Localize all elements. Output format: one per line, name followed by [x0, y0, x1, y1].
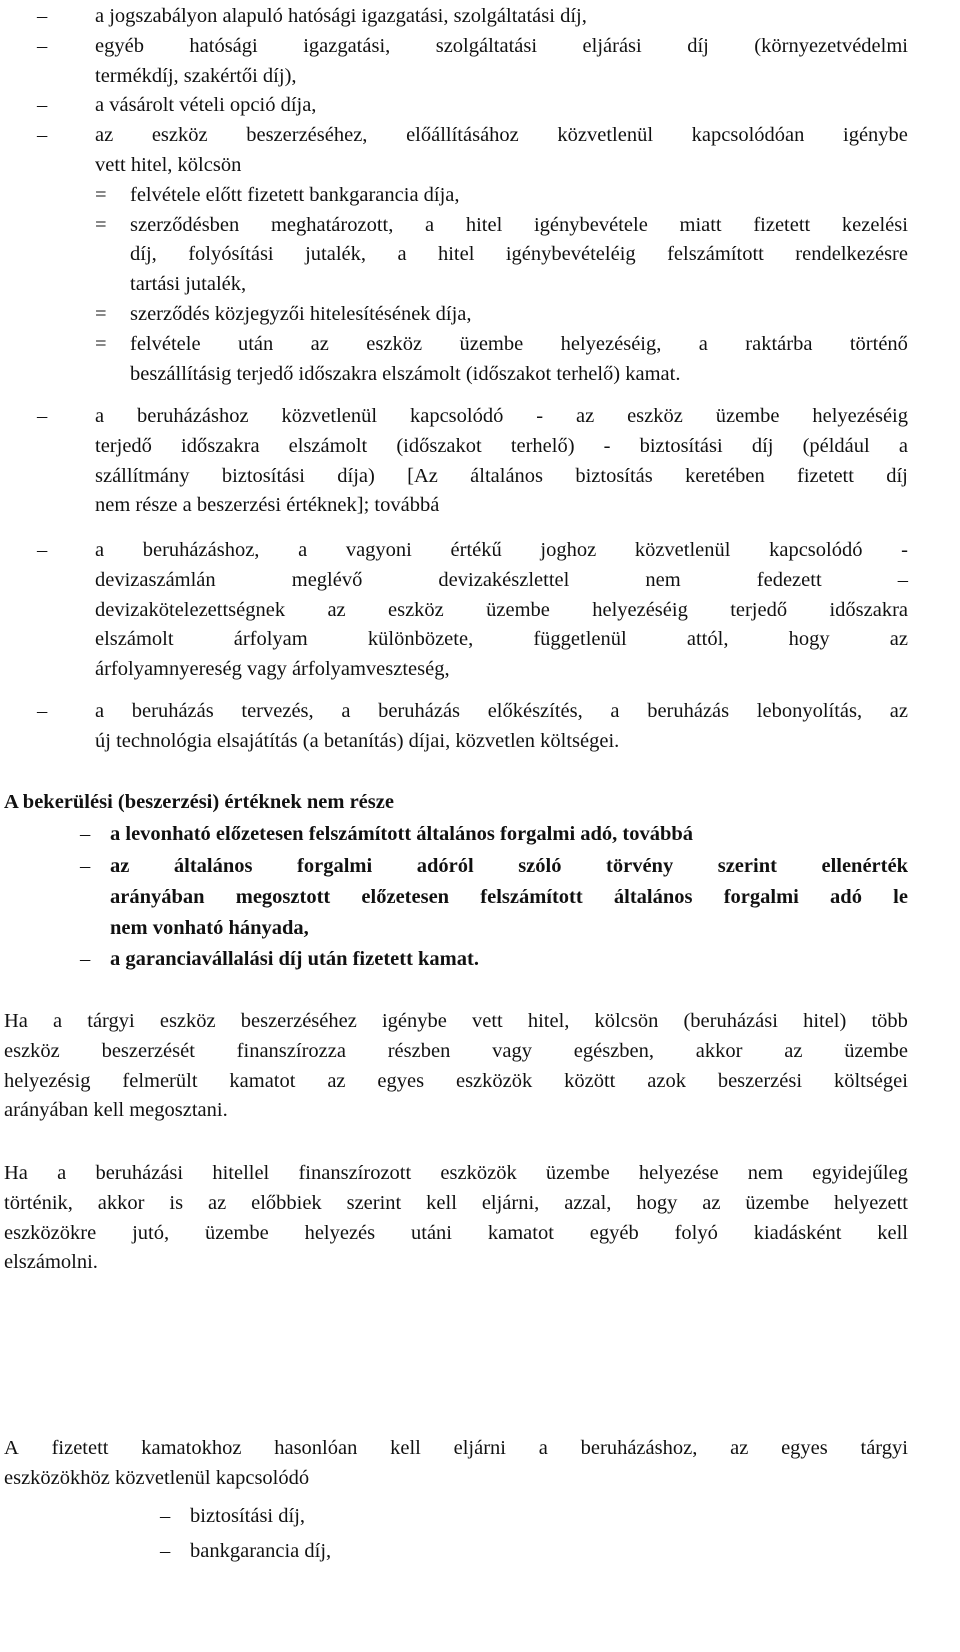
word: a	[95, 700, 105, 722]
word: meglévő	[291, 568, 363, 591]
word: [Az	[407, 464, 438, 487]
word: kiadásként	[753, 1221, 842, 1244]
bold-item-line	[110, 852, 908, 880]
section-heading: A bekerülési (beszerzési) értéknek nem része	[4, 791, 394, 813]
word: szállítmány	[95, 464, 190, 487]
word: elszámolt	[95, 628, 174, 651]
word: szóló	[518, 855, 562, 877]
word: általános	[613, 886, 693, 908]
word: eljárni	[453, 1437, 506, 1459]
word: díja)	[337, 464, 375, 487]
word: beszerzéséhez	[240, 1010, 357, 1032]
paragraph-line: elszámolni.	[4, 1251, 98, 1274]
word: azok	[647, 1069, 686, 1092]
word: fizetett	[753, 213, 811, 236]
word: finanszírozott	[298, 1162, 412, 1184]
list-item-line	[95, 432, 908, 460]
word: nem	[645, 568, 681, 591]
word: fizetett	[797, 464, 854, 487]
word: üzembe	[545, 1162, 610, 1184]
word: forgalmi	[723, 886, 799, 908]
word: az	[889, 700, 908, 722]
word: biztosítás	[575, 464, 653, 487]
word: a	[95, 405, 105, 427]
word: szerződésben	[130, 213, 240, 236]
word: beszerzéséhez,	[246, 124, 368, 147]
word: terjedő	[730, 598, 788, 621]
word: megosztott	[235, 886, 331, 908]
word: eszköz	[159, 1010, 216, 1032]
word: utáni	[411, 1221, 452, 1244]
word: beruházás	[378, 700, 461, 722]
word: A	[4, 1437, 19, 1459]
word: igazgatási,	[303, 34, 391, 57]
word: beruházás	[647, 700, 730, 722]
dash-bullet: –	[37, 539, 48, 561]
word: Ha	[4, 1010, 28, 1032]
word: raktárba	[745, 332, 813, 355]
word: vett	[471, 1010, 503, 1032]
word: közvetlenül	[281, 405, 378, 427]
word: keretében	[685, 464, 765, 487]
word: akkor	[97, 1191, 145, 1214]
sub-item-line: szerződés közjegyzői hitelesítésének díja,	[130, 303, 472, 325]
word: eszközökre	[4, 1221, 97, 1244]
word: eszközök	[455, 1069, 533, 1092]
equals-bullet: =	[95, 303, 107, 325]
word: a	[610, 700, 620, 722]
word: eszköz	[4, 1039, 60, 1062]
word: üzembe	[745, 1191, 810, 1214]
word: folyósítási	[188, 243, 274, 266]
list-item-line	[95, 625, 908, 653]
word: függetlenül	[533, 628, 627, 651]
dash-bullet: –	[160, 1505, 171, 1527]
paragraph-line	[4, 1189, 908, 1217]
word: több	[871, 1010, 908, 1032]
word: arányában	[110, 886, 205, 908]
word: szerint	[717, 855, 777, 877]
word: jutalék,	[305, 243, 366, 266]
word: előállításához	[406, 124, 519, 147]
word: üzembe	[715, 405, 780, 427]
dash-bullet: –	[80, 948, 91, 970]
sub-item-line: tartási jutalék,	[130, 273, 247, 296]
list-item-line: a jogszabályon alapuló hatósági igazgatási, szolgáltatási díj,	[95, 5, 587, 27]
word: finanszírozza	[236, 1039, 346, 1062]
word: vagyoni	[345, 539, 412, 561]
word: terjedő	[95, 434, 152, 457]
word: üzembe	[844, 1039, 908, 1062]
bold-item-line: a garanciavállalási díj után fizetett kamat.	[110, 948, 479, 970]
paragraph-line	[4, 1434, 908, 1462]
paragraph-line	[4, 1037, 908, 1065]
word: hitel,	[527, 1010, 570, 1032]
word: felszámított	[667, 243, 764, 266]
word: beszerzését	[101, 1039, 195, 1062]
word: igénybevételéig	[505, 243, 636, 266]
word: Ha	[4, 1162, 28, 1184]
word: a	[341, 700, 351, 722]
word: rendelkezésre	[795, 243, 908, 266]
equals-bullet: =	[95, 213, 107, 236]
word: folyó	[674, 1221, 718, 1244]
word: fedezett	[756, 568, 822, 591]
dash-bullet: –	[37, 5, 48, 27]
word: a	[298, 539, 308, 561]
word: igénybe	[843, 124, 908, 147]
list-item-line: új technológia elsajátítás (a betanítás) díjai, közvetlen költségei.	[95, 729, 620, 752]
word: helyezéséig,	[560, 332, 662, 355]
word: kamatot	[487, 1221, 554, 1244]
word: a	[898, 434, 908, 457]
word: kapcsolódóan	[691, 124, 805, 147]
word: beruházáshoz,	[580, 1437, 698, 1459]
word: vagy	[492, 1039, 532, 1062]
word: kamatot	[229, 1069, 296, 1092]
word: devizaszámlán	[95, 568, 216, 591]
sub-item-line	[130, 240, 908, 268]
word: tárgyi	[860, 1437, 908, 1459]
word: is	[169, 1191, 184, 1214]
word: –	[897, 568, 908, 591]
dash-bullet: –	[37, 34, 48, 57]
bold-item-line: a levonható előzetesen felszámított általános forgalmi adó, továbbá	[110, 823, 694, 845]
word: forgalmi	[297, 855, 373, 877]
word: devizakészlettel	[438, 568, 570, 591]
word: költségei	[833, 1069, 908, 1092]
dash-bullet: –	[37, 405, 48, 427]
word: a	[53, 1010, 63, 1032]
word: helyezése	[638, 1162, 719, 1184]
word: a	[397, 243, 407, 266]
list-item-line	[95, 596, 908, 624]
word: a	[538, 1437, 548, 1459]
word: kell	[426, 1191, 457, 1214]
word: díj	[886, 464, 908, 487]
paragraph-line	[4, 1007, 908, 1035]
word: adóról	[416, 855, 474, 877]
word: egyidejűleg	[812, 1162, 908, 1184]
word: a	[95, 539, 105, 561]
word: hitel	[465, 213, 503, 236]
word: szolgáltatási	[435, 34, 538, 57]
word: beruházáshoz	[137, 405, 249, 427]
dash-bullet: –	[37, 94, 48, 117]
list-item-line: termékdíj, szakértői díj),	[95, 64, 297, 87]
word: eszköz	[388, 598, 444, 621]
word: hatósági	[189, 34, 258, 57]
word: kezelési	[841, 213, 908, 236]
word: a	[425, 213, 435, 236]
word: az	[327, 1069, 346, 1092]
word: helyezett	[834, 1191, 908, 1214]
word: helyezéséig	[592, 598, 688, 621]
word: felvétele	[130, 332, 201, 355]
word: attól,	[686, 628, 729, 651]
sub-item-line	[130, 211, 908, 239]
word: lebonyolítás,	[756, 700, 863, 722]
list-item-line	[95, 32, 908, 60]
word: előkészítés,	[487, 700, 583, 722]
word: hitellel	[212, 1162, 270, 1184]
dash-bullet: –	[160, 1540, 171, 1562]
word: -	[603, 434, 611, 457]
word: egészben,	[573, 1039, 655, 1062]
sub-item-line: beszállításig terjedő időszakra elszámolt (időszakot terhelő) kamat.	[130, 362, 681, 385]
dash-bullet: –	[80, 855, 91, 877]
word: kell	[877, 1221, 908, 1244]
word: egyes	[781, 1437, 828, 1459]
word: általános	[173, 855, 253, 877]
word: az	[702, 1191, 721, 1214]
word: különbözete,	[367, 628, 474, 651]
word: felmerült	[122, 1069, 198, 1092]
word: hitel)	[803, 1010, 847, 1032]
word: díj,	[130, 243, 157, 266]
word: (például	[802, 434, 870, 457]
word: üzembe	[486, 598, 550, 621]
word: felszámított	[480, 886, 583, 908]
word: díj	[751, 434, 774, 457]
list-item-line: a vásárolt vételi opció díja,	[95, 94, 317, 117]
word: előzetesen	[361, 886, 450, 908]
word: devizakötelezettségnek	[95, 598, 286, 621]
word: le	[893, 886, 908, 908]
list-item-line: árfolyamnyereség vagy árfolyamveszteség,	[95, 658, 450, 681]
word: egyes	[377, 1069, 425, 1092]
word: kamatokhoz	[141, 1437, 242, 1459]
word: díj	[687, 34, 709, 57]
bold-item-line: nem vonható hányada,	[110, 917, 309, 939]
word: eszközök	[440, 1162, 517, 1184]
word: történik,	[4, 1191, 73, 1214]
word: meghatározott,	[270, 213, 394, 236]
paragraph-line: arányában kell megosztani.	[4, 1099, 228, 1122]
paragraph-line	[4, 1219, 908, 1247]
word: beruházási	[95, 1162, 184, 1184]
word: előbbiek	[251, 1191, 322, 1214]
word: akkor	[695, 1039, 743, 1062]
word: az	[730, 1437, 749, 1459]
word: üzembe	[459, 332, 524, 355]
word: egyéb	[95, 34, 144, 57]
word: az	[310, 332, 329, 355]
sub-item-line: felvétele előtt fizetett bankgarancia díja,	[130, 183, 460, 206]
word: árfolyam	[233, 628, 308, 651]
word: igénybe	[381, 1010, 447, 1032]
list-item-line: vett hitel, kölcsön	[95, 154, 242, 176]
word: eszköz	[151, 124, 208, 147]
word: az	[575, 405, 595, 427]
word: eszköz	[627, 405, 683, 427]
paragraph-line	[4, 1159, 908, 1187]
word: történő	[849, 332, 908, 355]
word: -	[901, 539, 908, 561]
word: között	[564, 1069, 616, 1092]
word: igénybevétele	[533, 213, 648, 236]
word: hitel	[437, 243, 475, 266]
word: adó	[830, 886, 862, 908]
word: hogy	[636, 1191, 678, 1214]
word: elszámolt	[288, 434, 368, 457]
word: időszakra	[829, 598, 908, 621]
word: egyéb	[589, 1221, 639, 1244]
list-item-line	[95, 536, 908, 564]
word: az	[784, 1039, 803, 1062]
word: kell	[390, 1437, 421, 1459]
word: értékű	[450, 539, 502, 561]
word: helyezés	[304, 1221, 376, 1244]
word: (beruházási	[683, 1010, 778, 1032]
list-item-line	[95, 566, 908, 594]
word: részben	[387, 1039, 451, 1062]
word: miatt	[679, 213, 722, 236]
paragraph-line	[4, 1067, 908, 1095]
word: közvetlenül	[557, 124, 654, 147]
paragraph-line: eszközökhöz közvetlenül kapcsolódó	[4, 1466, 310, 1489]
word: közvetlenül	[634, 539, 731, 561]
word: biztosítási	[221, 464, 305, 487]
word: jutó,	[132, 1221, 170, 1244]
word: biztosítási	[639, 434, 723, 457]
word: után	[237, 332, 274, 355]
word: időszakra	[181, 434, 260, 457]
word: eszköz	[366, 332, 423, 355]
word: hasonlóan	[274, 1437, 358, 1459]
word: a	[57, 1162, 67, 1184]
list-item-line: bankgarancia díj,	[190, 1540, 332, 1562]
word: tárgyi	[87, 1010, 135, 1032]
word: helyezéséig	[812, 405, 908, 427]
dash-bullet: –	[37, 700, 48, 722]
word: beszerzési	[717, 1069, 803, 1092]
list-item-line	[95, 121, 908, 149]
word: az	[95, 124, 114, 147]
word: joghoz	[540, 539, 597, 561]
word: beruházáshoz,	[142, 539, 260, 561]
dash-bullet: –	[80, 823, 91, 845]
word: (időszakot	[396, 434, 482, 457]
equals-bullet: =	[95, 332, 107, 355]
word: tervezés,	[241, 700, 314, 722]
word: eljárási	[582, 34, 642, 57]
word: -	[536, 405, 544, 427]
word: hogy	[788, 628, 830, 651]
word: üzembe	[204, 1221, 269, 1244]
list-item-line: biztosítási díj,	[190, 1505, 306, 1527]
equals-bullet: =	[95, 183, 107, 206]
word: az	[327, 598, 346, 621]
dash-bullet: –	[37, 124, 48, 147]
word: azzal,	[564, 1191, 612, 1214]
bold-item-line	[110, 883, 908, 911]
word: kölcsön	[594, 1010, 659, 1032]
word: kapcsolódó	[769, 539, 863, 561]
word: szerint	[346, 1191, 402, 1214]
word: ellenérték	[821, 855, 908, 877]
word: általános	[470, 464, 544, 487]
list-item-line	[95, 402, 908, 430]
word: az	[889, 628, 908, 651]
word: a	[698, 332, 708, 355]
word: eljárni,	[481, 1191, 540, 1214]
list-item-line	[95, 697, 908, 725]
word: kapcsolódó	[409, 405, 504, 427]
word: terhelő)	[510, 434, 575, 457]
word: törvény	[606, 855, 674, 877]
word: (környezetvédelmi	[754, 34, 908, 57]
word: beruházás	[131, 700, 214, 722]
word: fizetett	[51, 1437, 109, 1459]
word: nem	[747, 1162, 784, 1184]
word: helyezésig	[4, 1069, 91, 1092]
sub-item-line	[130, 330, 908, 358]
list-item-line: nem része a beszerzési értéknek]; továbbá	[95, 494, 440, 517]
word: az	[207, 1191, 227, 1214]
word: az	[110, 855, 130, 877]
list-item-line	[95, 462, 908, 490]
